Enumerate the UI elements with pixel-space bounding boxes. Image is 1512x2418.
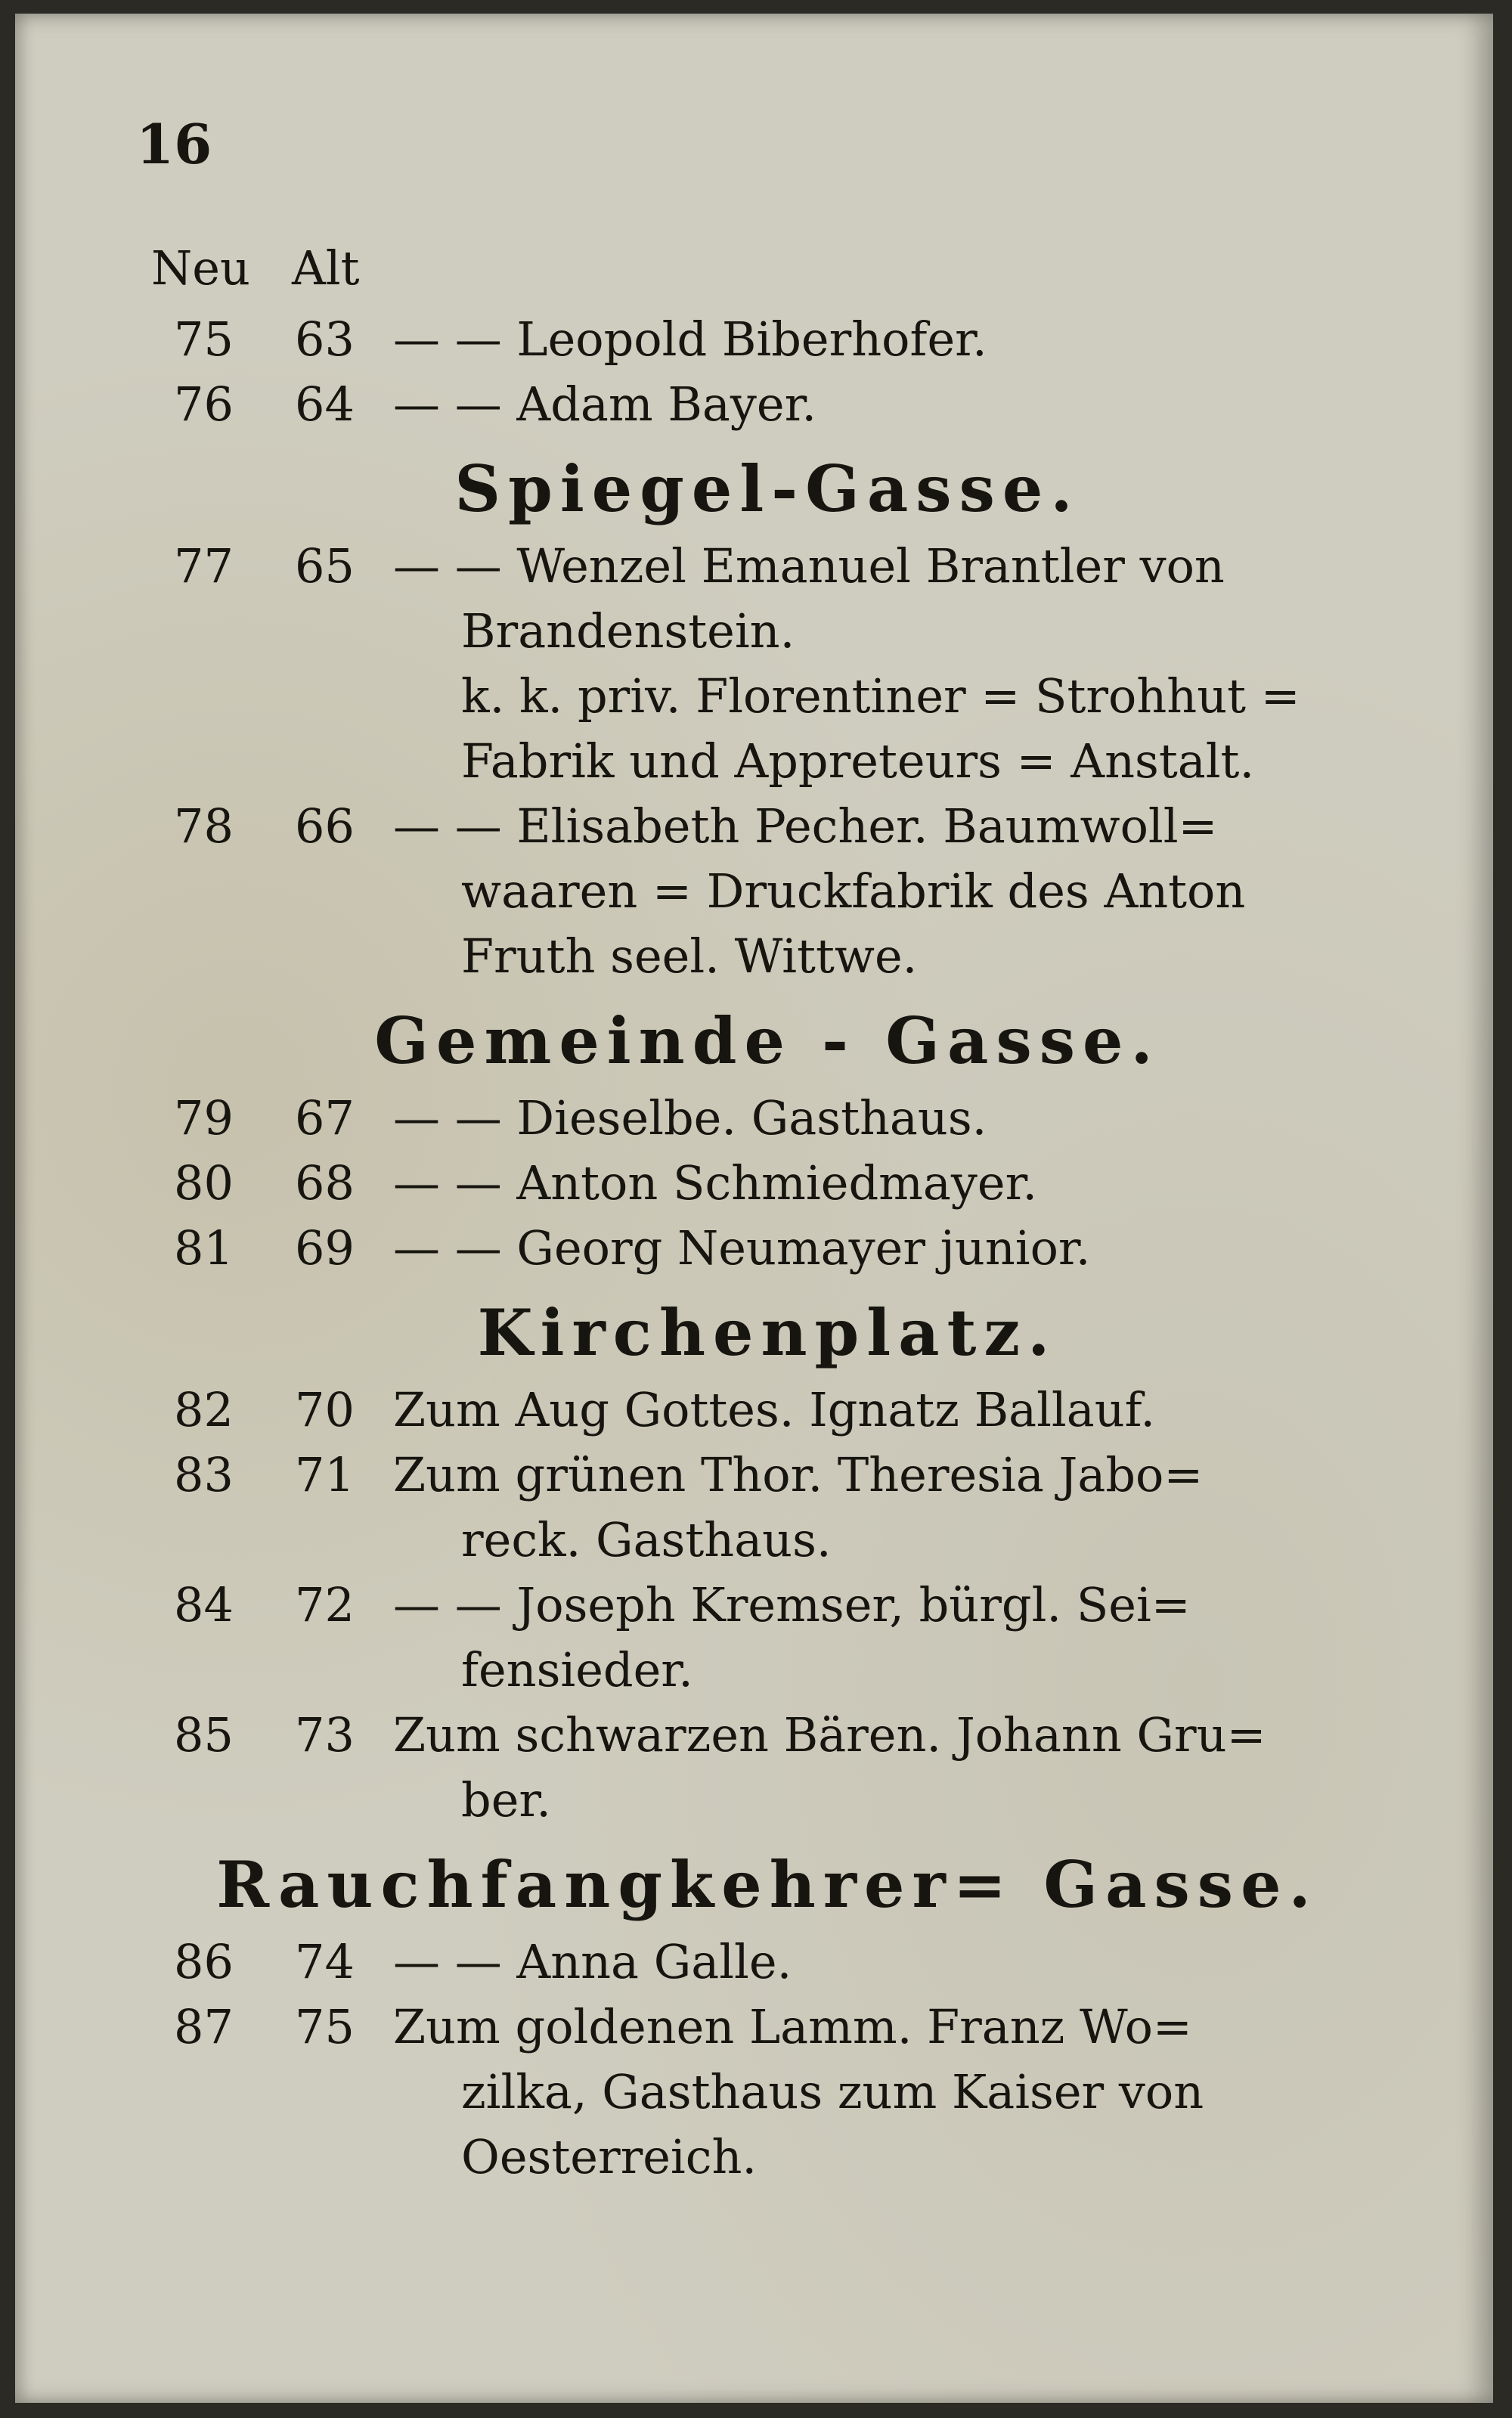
old-number: 67 — [295, 1090, 355, 1145]
house-entry — [159, 1086, 1376, 1151]
entry-text: Zum schwarzen Bären. Johann Gru= — [393, 1707, 1266, 1762]
new-number: 76 — [174, 377, 234, 432]
house-entry — [159, 1443, 1376, 1508]
entry-continuation: Fabrik und Appreteurs = Anstalt. — [461, 733, 1255, 789]
old-number: 75 — [295, 1999, 355, 2054]
street-heading: Rauchfangkehrer= Gasse. — [216, 1847, 1318, 1922]
old-number: 72 — [295, 1577, 355, 1632]
new-number: 85 — [174, 1707, 234, 1762]
old-number: 70 — [295, 1382, 355, 1437]
house-entry — [159, 794, 1376, 859]
page-number: 16 — [136, 112, 212, 176]
new-number: 83 — [174, 1447, 234, 1502]
entry-text: — — Leopold Biberhofer. — [393, 312, 987, 367]
house-entry — [159, 1378, 1376, 1443]
new-number: 84 — [174, 1577, 234, 1632]
new-number: 81 — [174, 1220, 234, 1276]
house-entry — [159, 1930, 1376, 1995]
book-page — [15, 14, 1493, 2403]
house-entry — [159, 534, 1376, 599]
entry-continuation: reck. Gasthaus. — [461, 1512, 832, 1567]
entry-text: Zum grünen Thor. Theresia Jabo= — [393, 1447, 1204, 1502]
entry-text: — — Adam Bayer. — [393, 377, 817, 432]
column-header-alt: Alt — [292, 240, 360, 296]
entry-text: — — Anna Galle. — [393, 1934, 792, 1989]
old-number: 65 — [295, 538, 355, 594]
house-entry — [159, 307, 1376, 372]
new-number: 87 — [174, 1999, 234, 2054]
entry-text: — — Joseph Kremser, bürgl. Sei= — [393, 1577, 1191, 1632]
entry-continuation: Fruth seel. Wittwe. — [461, 928, 918, 984]
house-entry — [159, 1573, 1376, 1638]
house-entry — [159, 1703, 1376, 1768]
old-number: 66 — [295, 798, 355, 854]
old-number: 69 — [295, 1220, 355, 1276]
house-entry — [159, 1151, 1376, 1216]
entry-text: — — Dieselbe. Gasthaus. — [393, 1090, 987, 1145]
street-heading: Kirchenplatz. — [477, 1295, 1058, 1370]
house-entry — [159, 1216, 1376, 1281]
entry-continuation: Oesterreich. — [461, 2129, 758, 2184]
entry-text: — — Anton Schmiedmayer. — [393, 1155, 1038, 1211]
entry-text: — — Georg Neumayer junior. — [393, 1220, 1091, 1276]
entry-text: — — Elisabeth Pecher. Baumwoll= — [393, 798, 1218, 854]
house-entry — [159, 372, 1376, 437]
house-entry — [159, 1995, 1376, 2060]
entry-continuation: ber. — [461, 1772, 551, 1827]
old-number: 74 — [295, 1934, 355, 1989]
old-number: 73 — [295, 1707, 355, 1762]
street-heading: Gemeinde - Gasse. — [374, 1003, 1160, 1078]
entry-continuation: k. k. priv. Florentiner = Strohhut = — [461, 668, 1300, 724]
new-number: 79 — [174, 1090, 234, 1145]
column-header-neu: Neu — [151, 240, 250, 296]
old-number: 68 — [295, 1155, 355, 1211]
street-heading: Spiegel-Gasse. — [454, 451, 1080, 526]
new-number: 80 — [174, 1155, 234, 1211]
entry-continuation: zilka, Gasthaus zum Kaiser von — [461, 2064, 1204, 2119]
new-number: 86 — [174, 1934, 234, 1989]
entry-text: — — Wenzel Emanuel Brantler von — [393, 538, 1225, 594]
old-number: 71 — [295, 1447, 355, 1502]
entry-text: Zum Aug Gottes. Ignatz Ballauf. — [393, 1382, 1156, 1437]
entry-text: Zum goldenen Lamm. Franz Wo= — [393, 1999, 1192, 2054]
new-number: 82 — [174, 1382, 234, 1437]
directory-listing — [159, 307, 1376, 2190]
new-number: 78 — [174, 798, 234, 854]
new-number: 77 — [174, 538, 234, 594]
old-number: 63 — [295, 312, 355, 367]
entry-continuation: Brandenstein. — [461, 603, 795, 659]
old-number: 64 — [295, 377, 355, 432]
entry-continuation: waaren = Druckfabrik des Anton — [461, 863, 1246, 919]
new-number: 75 — [174, 312, 234, 367]
column-headers — [151, 240, 360, 296]
entry-continuation: fensieder. — [461, 1642, 693, 1697]
